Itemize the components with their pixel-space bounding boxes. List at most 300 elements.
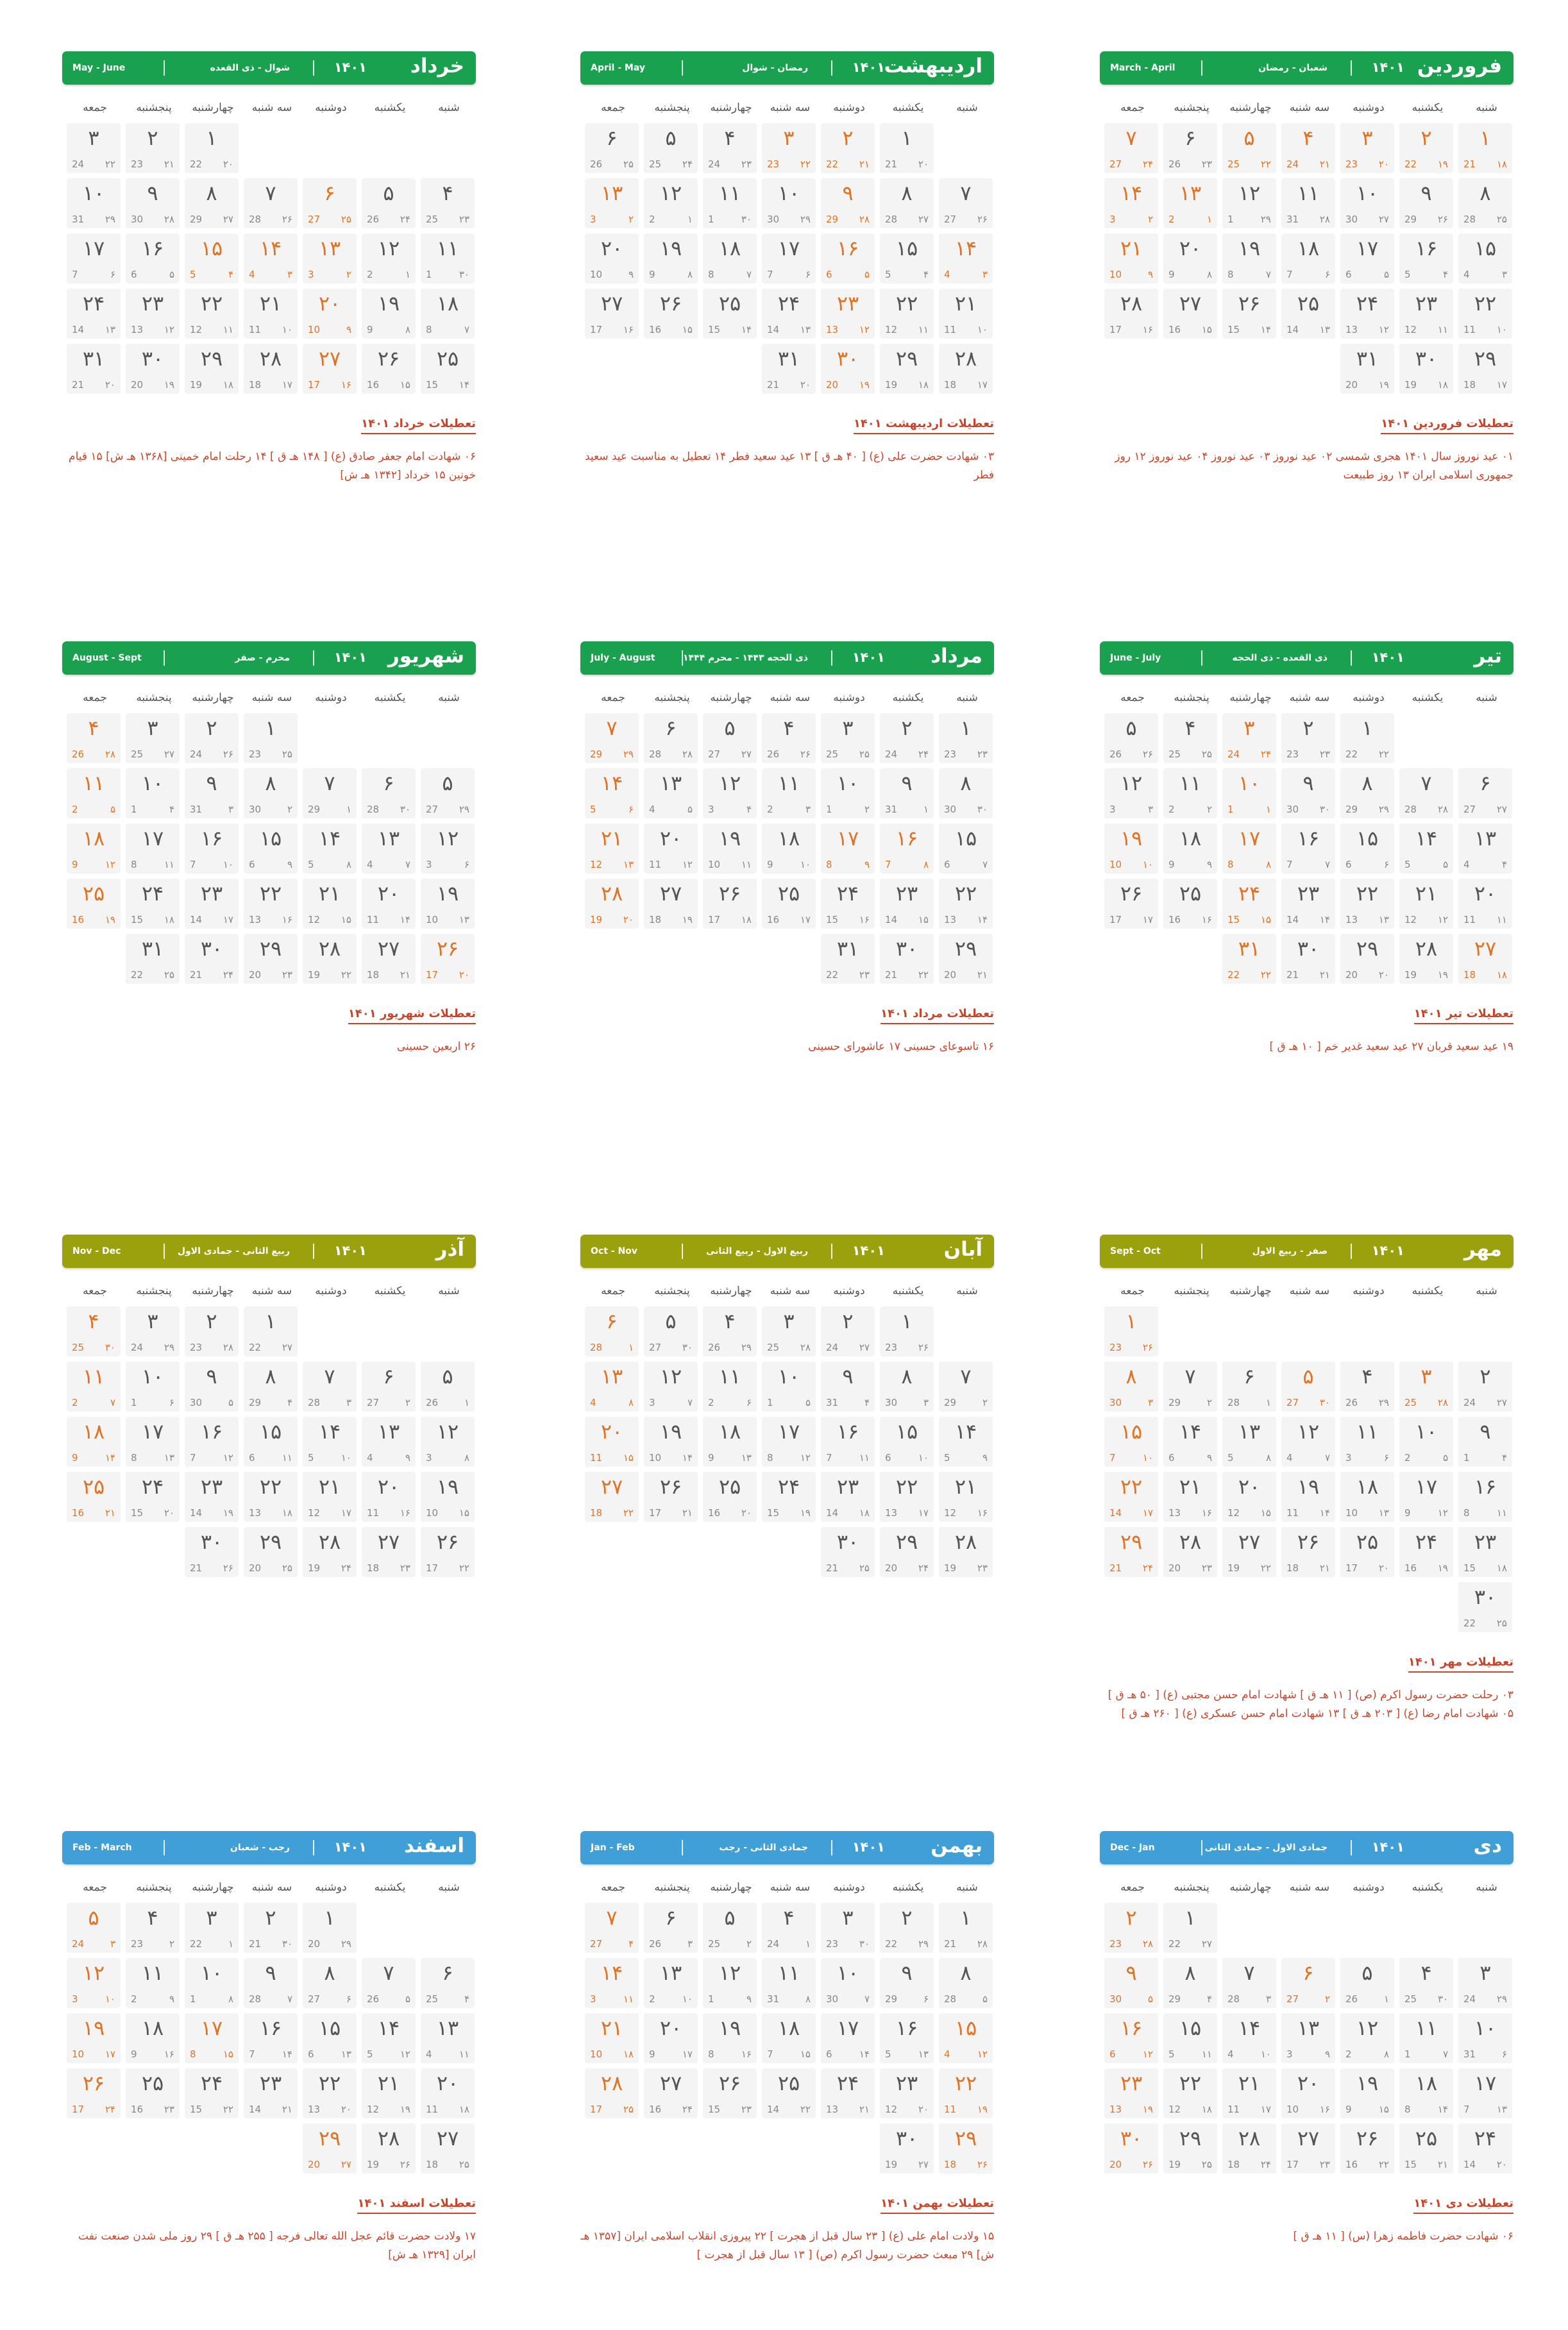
day-cell[interactable] (644, 233, 698, 283)
day-cell[interactable] (1458, 1958, 1512, 2008)
day-cell[interactable] (1458, 233, 1512, 283)
day-cell[interactable] (1281, 2123, 1335, 2174)
day-cell[interactable] (1458, 768, 1512, 818)
day-cell[interactable] (67, 123, 121, 173)
day-cell[interactable] (762, 123, 816, 173)
day-cell[interactable] (421, 934, 475, 984)
day-cell[interactable] (821, 233, 875, 283)
day-cell[interactable] (126, 879, 180, 929)
day-cell[interactable] (185, 1903, 239, 1953)
day-cell[interactable] (1458, 1417, 1512, 1467)
day-cell[interactable] (939, 934, 993, 984)
day-cell[interactable] (1458, 178, 1512, 228)
day-cell[interactable] (421, 178, 475, 228)
day-cell[interactable] (1399, 344, 1453, 394)
day-cell[interactable] (1222, 123, 1276, 173)
day-cell[interactable] (1340, 1527, 1394, 1577)
day-cell[interactable] (1458, 879, 1512, 929)
day-cell[interactable] (880, 1306, 934, 1356)
day-cell[interactable] (67, 178, 121, 228)
day-cell[interactable] (703, 2013, 757, 2063)
day-cell[interactable] (585, 123, 639, 173)
day-cell[interactable] (1340, 178, 1394, 228)
day-cell[interactable] (939, 823, 993, 874)
day-cell[interactable] (703, 823, 757, 874)
day-cell[interactable] (1340, 344, 1394, 394)
day-cell[interactable] (880, 934, 934, 984)
day-cell[interactable] (880, 1362, 934, 1412)
day-cell[interactable] (1281, 934, 1335, 984)
day-cell[interactable] (880, 1958, 934, 2008)
day-cell[interactable] (1281, 1417, 1335, 1467)
day-cell[interactable] (644, 768, 698, 818)
day-cell[interactable] (126, 1903, 180, 1953)
day-cell[interactable] (821, 879, 875, 929)
day-cell[interactable] (303, 934, 357, 984)
day-cell[interactable] (821, 289, 875, 339)
day-cell[interactable] (421, 233, 475, 283)
day-cell[interactable] (303, 1472, 357, 1522)
day-cell[interactable] (821, 344, 875, 394)
day-cell[interactable] (362, 2123, 416, 2174)
day-cell[interactable] (185, 1362, 239, 1412)
day-cell[interactable] (421, 1958, 475, 2008)
day-cell[interactable] (585, 2013, 639, 2063)
day-cell[interactable] (421, 2123, 475, 2174)
day-cell[interactable] (880, 1527, 934, 1577)
day-cell[interactable] (1104, 1472, 1158, 1522)
day-cell[interactable] (585, 1306, 639, 1356)
day-cell[interactable] (67, 2013, 121, 2063)
day-cell[interactable] (244, 344, 298, 394)
day-cell[interactable] (1222, 768, 1276, 818)
day-cell[interactable] (185, 768, 239, 818)
day-cell[interactable] (880, 289, 934, 339)
day-cell[interactable] (126, 934, 180, 984)
day-cell[interactable] (421, 1527, 475, 1577)
day-cell[interactable] (821, 713, 875, 763)
day-cell[interactable] (644, 2068, 698, 2118)
day-cell[interactable] (244, 2068, 298, 2118)
day-cell[interactable] (880, 1472, 934, 1522)
day-cell[interactable] (1104, 178, 1158, 228)
day-cell[interactable] (762, 178, 816, 228)
day-cell[interactable] (585, 2068, 639, 2118)
day-cell[interactable] (244, 1306, 298, 1356)
day-cell[interactable] (1104, 1958, 1158, 2008)
day-cell[interactable] (362, 2068, 416, 2118)
day-cell[interactable] (1222, 2068, 1276, 2118)
day-cell[interactable] (185, 1958, 239, 2008)
day-cell[interactable] (880, 344, 934, 394)
day-cell[interactable] (1458, 344, 1512, 394)
day-cell[interactable] (762, 823, 816, 874)
day-cell[interactable] (303, 2013, 357, 2063)
day-cell[interactable] (362, 823, 416, 874)
day-cell[interactable] (762, 1417, 816, 1467)
day-cell[interactable] (1399, 178, 1453, 228)
day-cell[interactable] (644, 123, 698, 173)
day-cell[interactable] (1281, 123, 1335, 173)
day-cell[interactable] (585, 1903, 639, 1953)
day-cell[interactable] (1458, 2123, 1512, 2174)
day-cell[interactable] (1340, 934, 1394, 984)
day-cell[interactable] (1399, 823, 1453, 874)
day-cell[interactable] (703, 768, 757, 818)
day-cell[interactable] (821, 768, 875, 818)
day-cell[interactable] (644, 1903, 698, 1953)
day-cell[interactable] (1163, 1903, 1217, 1953)
day-cell[interactable] (1281, 823, 1335, 874)
day-cell[interactable] (1104, 233, 1158, 283)
day-cell[interactable] (1458, 1582, 1512, 1632)
day-cell[interactable] (303, 2123, 357, 2174)
day-cell[interactable] (185, 1472, 239, 1522)
day-cell[interactable] (880, 823, 934, 874)
day-cell[interactable] (244, 934, 298, 984)
day-cell[interactable] (762, 1362, 816, 1412)
day-cell[interactable] (1340, 2068, 1394, 2118)
day-cell[interactable] (585, 823, 639, 874)
day-cell[interactable] (1222, 879, 1276, 929)
day-cell[interactable] (1222, 1417, 1276, 1467)
day-cell[interactable] (1340, 713, 1394, 763)
day-cell[interactable] (67, 289, 121, 339)
day-cell[interactable] (585, 178, 639, 228)
day-cell[interactable] (1340, 1958, 1394, 2008)
day-cell[interactable] (939, 178, 993, 228)
day-cell[interactable] (1222, 289, 1276, 339)
day-cell[interactable] (1163, 233, 1217, 283)
day-cell[interactable] (244, 1417, 298, 1467)
day-cell[interactable] (939, 233, 993, 283)
day-cell[interactable] (939, 1903, 993, 1953)
day-cell[interactable] (585, 768, 639, 818)
day-cell[interactable] (821, 2068, 875, 2118)
day-cell[interactable] (126, 2068, 180, 2118)
day-cell[interactable] (1340, 768, 1394, 818)
day-cell[interactable] (762, 879, 816, 929)
day-cell[interactable] (939, 713, 993, 763)
day-cell[interactable] (67, 823, 121, 874)
day-cell[interactable] (1104, 123, 1158, 173)
day-cell[interactable] (362, 1472, 416, 1522)
day-cell[interactable] (1399, 1472, 1453, 1522)
day-cell[interactable] (1458, 2013, 1512, 2063)
day-cell[interactable] (1281, 1472, 1335, 1522)
day-cell[interactable] (185, 2013, 239, 2063)
day-cell[interactable] (1458, 123, 1512, 173)
day-cell[interactable] (362, 1527, 416, 1577)
day-cell[interactable] (303, 768, 357, 818)
day-cell[interactable] (362, 289, 416, 339)
day-cell[interactable] (67, 1958, 121, 2008)
day-cell[interactable] (362, 1362, 416, 1412)
day-cell[interactable] (644, 289, 698, 339)
day-cell[interactable] (1340, 2013, 1394, 2063)
day-cell[interactable] (821, 1472, 875, 1522)
day-cell[interactable] (762, 2068, 816, 2118)
day-cell[interactable] (1163, 1472, 1217, 1522)
day-cell[interactable] (244, 879, 298, 929)
day-cell[interactable] (644, 879, 698, 929)
day-cell[interactable] (1163, 178, 1217, 228)
day-cell[interactable] (1222, 178, 1276, 228)
day-cell[interactable] (821, 934, 875, 984)
day-cell[interactable] (185, 823, 239, 874)
day-cell[interactable] (1163, 1417, 1217, 1467)
day-cell[interactable] (939, 2013, 993, 2063)
day-cell[interactable] (703, 1417, 757, 1467)
day-cell[interactable] (1104, 1417, 1158, 1467)
day-cell[interactable] (126, 823, 180, 874)
day-cell[interactable] (421, 289, 475, 339)
day-cell[interactable] (421, 1472, 475, 1522)
day-cell[interactable] (1104, 879, 1158, 929)
day-cell[interactable] (126, 233, 180, 283)
day-cell[interactable] (1458, 823, 1512, 874)
day-cell[interactable] (880, 233, 934, 283)
day-cell[interactable] (421, 2068, 475, 2118)
day-cell[interactable] (703, 1958, 757, 2008)
day-cell[interactable] (1340, 1417, 1394, 1467)
day-cell[interactable] (703, 178, 757, 228)
day-cell[interactable] (421, 1362, 475, 1412)
day-cell[interactable] (1104, 1362, 1158, 1412)
day-cell[interactable] (1163, 879, 1217, 929)
day-cell[interactable] (1104, 713, 1158, 763)
day-cell[interactable] (821, 1903, 875, 1953)
day-cell[interactable] (880, 768, 934, 818)
day-cell[interactable] (762, 1958, 816, 2008)
day-cell[interactable] (244, 1362, 298, 1412)
day-cell[interactable] (1458, 289, 1512, 339)
day-cell[interactable] (126, 344, 180, 394)
day-cell[interactable] (703, 233, 757, 283)
day-cell[interactable] (67, 1472, 121, 1522)
day-cell[interactable] (1222, 233, 1276, 283)
day-cell[interactable] (703, 2068, 757, 2118)
day-cell[interactable] (1281, 2013, 1335, 2063)
day-cell[interactable] (762, 233, 816, 283)
day-cell[interactable] (1399, 934, 1453, 984)
day-cell[interactable] (644, 713, 698, 763)
day-cell[interactable] (762, 344, 816, 394)
day-cell[interactable] (244, 713, 298, 763)
day-cell[interactable] (585, 289, 639, 339)
day-cell[interactable] (185, 123, 239, 173)
day-cell[interactable] (1281, 1362, 1335, 1412)
day-cell[interactable] (421, 2013, 475, 2063)
day-cell[interactable] (1222, 934, 1276, 984)
day-cell[interactable] (762, 768, 816, 818)
day-cell[interactable] (1281, 289, 1335, 339)
day-cell[interactable] (762, 1903, 816, 1953)
day-cell[interactable] (703, 1472, 757, 1522)
day-cell[interactable] (1104, 2068, 1158, 2118)
day-cell[interactable] (1163, 768, 1217, 818)
day-cell[interactable] (939, 1417, 993, 1467)
day-cell[interactable] (362, 178, 416, 228)
day-cell[interactable] (821, 1527, 875, 1577)
day-cell[interactable] (1281, 713, 1335, 763)
day-cell[interactable] (939, 2123, 993, 2174)
day-cell[interactable] (939, 1362, 993, 1412)
day-cell[interactable] (585, 233, 639, 283)
day-cell[interactable] (67, 1362, 121, 1412)
day-cell[interactable] (762, 289, 816, 339)
day-cell[interactable] (1104, 2123, 1158, 2174)
day-cell[interactable] (67, 1417, 121, 1467)
day-cell[interactable] (244, 178, 298, 228)
day-cell[interactable] (126, 1306, 180, 1356)
day-cell[interactable] (821, 123, 875, 173)
day-cell[interactable] (1399, 233, 1453, 283)
day-cell[interactable] (1458, 934, 1512, 984)
day-cell[interactable] (1399, 2123, 1453, 2174)
day-cell[interactable] (1399, 1527, 1453, 1577)
day-cell[interactable] (126, 178, 180, 228)
day-cell[interactable] (126, 2013, 180, 2063)
day-cell[interactable] (1163, 1958, 1217, 2008)
day-cell[interactable] (1399, 1362, 1453, 1412)
day-cell[interactable] (1163, 289, 1217, 339)
day-cell[interactable] (703, 1903, 757, 1953)
day-cell[interactable] (1399, 1417, 1453, 1467)
day-cell[interactable] (1104, 2013, 1158, 2063)
day-cell[interactable] (421, 823, 475, 874)
day-cell[interactable] (1340, 1472, 1394, 1522)
day-cell[interactable] (1340, 1362, 1394, 1412)
day-cell[interactable] (880, 713, 934, 763)
day-cell[interactable] (303, 1903, 357, 1953)
day-cell[interactable] (1222, 713, 1276, 763)
day-cell[interactable] (126, 123, 180, 173)
day-cell[interactable] (1222, 1527, 1276, 1577)
day-cell[interactable] (1163, 1362, 1217, 1412)
day-cell[interactable] (1281, 1527, 1335, 1577)
day-cell[interactable] (880, 123, 934, 173)
day-cell[interactable] (585, 1958, 639, 2008)
day-cell[interactable] (1340, 2123, 1394, 2174)
day-cell[interactable] (939, 289, 993, 339)
day-cell[interactable] (185, 713, 239, 763)
day-cell[interactable] (244, 768, 298, 818)
day-cell[interactable] (762, 1472, 816, 1522)
day-cell[interactable] (67, 344, 121, 394)
day-cell[interactable] (1399, 289, 1453, 339)
day-cell[interactable] (303, 344, 357, 394)
day-cell[interactable] (644, 1958, 698, 2008)
day-cell[interactable] (880, 2013, 934, 2063)
day-cell[interactable] (362, 233, 416, 283)
day-cell[interactable] (821, 178, 875, 228)
day-cell[interactable] (762, 2013, 816, 2063)
day-cell[interactable] (126, 768, 180, 818)
day-cell[interactable] (1163, 713, 1217, 763)
day-cell[interactable] (185, 289, 239, 339)
day-cell[interactable] (1281, 233, 1335, 283)
day-cell[interactable] (644, 178, 698, 228)
day-cell[interactable] (939, 1527, 993, 1577)
day-cell[interactable] (585, 1472, 639, 1522)
day-cell[interactable] (1104, 768, 1158, 818)
day-cell[interactable] (185, 1417, 239, 1467)
day-cell[interactable] (67, 1903, 121, 1953)
day-cell[interactable] (821, 1306, 875, 1356)
day-cell[interactable] (421, 768, 475, 818)
day-cell[interactable] (185, 2068, 239, 2118)
day-cell[interactable] (126, 1362, 180, 1412)
day-cell[interactable] (185, 934, 239, 984)
day-cell[interactable] (1163, 123, 1217, 173)
day-cell[interactable] (303, 1527, 357, 1577)
day-cell[interactable] (880, 1903, 934, 1953)
day-cell[interactable] (1340, 123, 1394, 173)
day-cell[interactable] (303, 1958, 357, 2008)
day-cell[interactable] (1458, 1472, 1512, 1522)
day-cell[interactable] (421, 879, 475, 929)
day-cell[interactable] (1104, 1306, 1158, 1356)
day-cell[interactable] (1399, 2013, 1453, 2063)
day-cell[interactable] (1281, 768, 1335, 818)
day-cell[interactable] (244, 1527, 298, 1577)
day-cell[interactable] (1399, 768, 1453, 818)
day-cell[interactable] (362, 1958, 416, 2008)
day-cell[interactable] (303, 823, 357, 874)
day-cell[interactable] (244, 2013, 298, 2063)
day-cell[interactable] (1340, 289, 1394, 339)
day-cell[interactable] (762, 1306, 816, 1356)
day-cell[interactable] (303, 1362, 357, 1412)
day-cell[interactable] (1281, 178, 1335, 228)
day-cell[interactable] (703, 289, 757, 339)
day-cell[interactable] (1399, 123, 1453, 173)
day-cell[interactable] (939, 344, 993, 394)
day-cell[interactable] (303, 1417, 357, 1467)
day-cell[interactable] (1281, 879, 1335, 929)
day-cell[interactable] (1222, 1958, 1276, 2008)
day-cell[interactable] (1340, 823, 1394, 874)
day-cell[interactable] (1222, 2123, 1276, 2174)
day-cell[interactable] (303, 289, 357, 339)
day-cell[interactable] (644, 1306, 698, 1356)
day-cell[interactable] (1458, 1527, 1512, 1577)
day-cell[interactable] (1222, 1362, 1276, 1412)
day-cell[interactable] (644, 2013, 698, 2063)
day-cell[interactable] (1104, 289, 1158, 339)
day-cell[interactable] (585, 879, 639, 929)
day-cell[interactable] (762, 713, 816, 763)
day-cell[interactable] (126, 289, 180, 339)
day-cell[interactable] (1340, 233, 1394, 283)
day-cell[interactable] (644, 1472, 698, 1522)
day-cell[interactable] (244, 1903, 298, 1953)
day-cell[interactable] (821, 823, 875, 874)
day-cell[interactable] (67, 879, 121, 929)
day-cell[interactable] (703, 713, 757, 763)
day-cell[interactable] (303, 178, 357, 228)
day-cell[interactable] (1399, 879, 1453, 929)
day-cell[interactable] (585, 713, 639, 763)
day-cell[interactable] (67, 2068, 121, 2118)
day-cell[interactable] (1222, 823, 1276, 874)
day-cell[interactable] (1399, 2068, 1453, 2118)
day-cell[interactable] (880, 2068, 934, 2118)
day-cell[interactable] (185, 178, 239, 228)
day-cell[interactable] (185, 879, 239, 929)
day-cell[interactable] (1163, 823, 1217, 874)
